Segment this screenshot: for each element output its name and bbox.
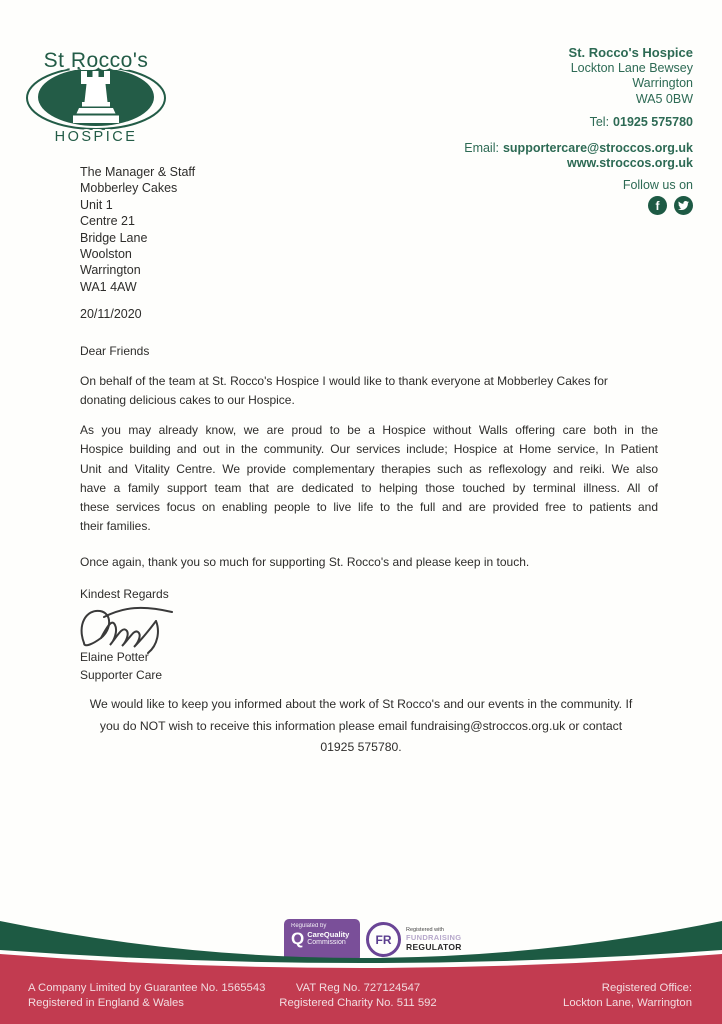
body-line: As you may already know, we are proud to be a Hospice without Walls offering care both in the (80, 423, 658, 437)
paragraph-3: Once again, thank you so much for supporting St. Rocco's and please keep in touch. (80, 555, 530, 569)
body-line: their families. (80, 519, 151, 534)
body-line: have a family support team that are dedicated to helping those touched by terminal illness. All of (80, 480, 658, 495)
follow-us-label: Follow us on (622, 178, 693, 192)
phone-line (464, 115, 693, 131)
footer-line: Registered in England & Wales (28, 996, 184, 1009)
recipient-line: Mobberley Cakes (80, 181, 178, 196)
footer-registration-info (238, 981, 478, 1011)
cqc-regulated-by: Regulated by (291, 923, 327, 929)
signer-role: Supporter Care (80, 668, 163, 682)
green-swoosh (0, 921, 722, 963)
note-line: We would like to keep you informed about the work of St Rocco's and our events in the community. If (89, 697, 633, 711)
footer-line: A Company Limited by Guarantee No. 1565543 (28, 982, 266, 994)
salutation: Dear Friends (80, 344, 150, 358)
phone-label: Tel: (589, 115, 610, 129)
social-block (623, 178, 693, 215)
logo-subtitle: HOSPICE (54, 129, 138, 145)
body-line: donating delicious cakes to our Hospice. (80, 393, 295, 408)
footer-line: VAT Reg No. 727124547 (295, 982, 421, 994)
fr-registered-with: Registered with (406, 927, 444, 933)
closing: Kindest Regards (80, 587, 169, 601)
signer-name: Elaine Potter (80, 650, 149, 664)
org-address-line: Warrington (632, 76, 693, 90)
phone-number: 01925 575780 (613, 115, 693, 129)
fr-name-line: REGULATOR (406, 942, 462, 952)
recipient-line: WA1 4AW (80, 279, 137, 294)
st-roccos-logo (20, 40, 172, 146)
logo-title: St Rocco's (43, 49, 149, 72)
recipient-line: Warrington (80, 263, 141, 278)
body-line: Hospice building and out in the community. Our services include; Hospice at Home service, In Patient (80, 442, 658, 457)
twitter-icon (674, 196, 693, 215)
social-icons (623, 196, 693, 215)
org-address-line: Lockton Lane Bewsey (570, 60, 693, 75)
recipient-address (80, 164, 195, 295)
fr-name-line: FUNDRAISING (406, 933, 462, 942)
cqc-name-line: Commission (307, 938, 346, 946)
email-line (464, 141, 693, 157)
body-line: Unit and Vitality Centre. We provide complementary therapies such as reflexology and reiki. We also (80, 461, 658, 476)
email-address: supportercare@stroccos.org.uk (502, 140, 693, 155)
org-address-line: WA5 0BW (635, 91, 693, 106)
letter-date: 20/11/2020 (80, 307, 142, 321)
note-line: you do NOT wish to receive this information please email fundraising@stroccos.org.uk or contact (99, 718, 623, 733)
recipient-line: Woolston (80, 247, 132, 262)
letterhead-contact (464, 45, 693, 172)
recipient-line: The Manager & Staff (80, 165, 196, 179)
contact-preferences-note (64, 694, 658, 759)
footer-line: Lockton Lane, Warrington (563, 996, 692, 1009)
paragraph-2 (80, 421, 658, 537)
footer-registered-office (563, 981, 692, 1011)
fr-icon: FR (366, 922, 401, 957)
recipient-line: Bridge Lane (80, 230, 148, 245)
footer-line: Registered Charity No. 511 592 (279, 996, 437, 1009)
org-name: St. Rocco's Hospice (568, 45, 693, 60)
website: www.stroccos.org.uk (567, 156, 693, 170)
body-line: On behalf of the team at St. Rocco's Hospice I would like to thank everyone at Mobberley Cakes for (80, 374, 608, 388)
cqc-q-icon: Q (291, 929, 305, 948)
recipient-line: Unit 1 (80, 197, 113, 212)
facebook-icon: f (648, 196, 667, 215)
footer-line: Registered Office: (601, 982, 692, 994)
recipient-line: Centre 21 (80, 214, 135, 229)
footer-company-info (28, 981, 265, 1011)
paragraph-1 (80, 372, 658, 411)
email-label: Email: (464, 140, 499, 155)
cqc-name-line: CareQuality (307, 929, 350, 939)
body-line: these services focus on enabling people to live life to the full and are provided free to patients and (80, 500, 658, 515)
note-line: 01925 575780. (320, 740, 402, 755)
